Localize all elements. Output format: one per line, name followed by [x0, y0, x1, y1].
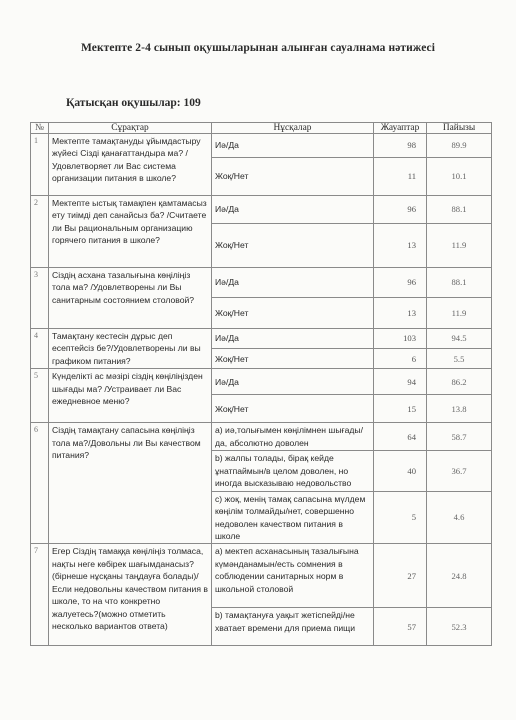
participants-count: Қатысқан оқушылар: 109	[66, 97, 201, 109]
answer-percent: 88.1	[427, 268, 492, 298]
answer-count: 64	[374, 423, 427, 451]
table-row	[31, 134, 492, 158]
question-number: 1	[31, 134, 49, 196]
question-number: 2	[31, 196, 49, 268]
answer-count: 98	[374, 134, 427, 158]
answer-count: 5	[374, 491, 427, 544]
answer-count: 94	[374, 369, 427, 395]
answer-count: 15	[374, 395, 427, 423]
option-label: Иә/Да	[212, 134, 374, 158]
option-label: Жоқ/Нет	[212, 224, 374, 268]
answer-percent: 11.9	[427, 224, 492, 268]
answer-percent: 88.1	[427, 196, 492, 224]
table-row	[31, 268, 492, 298]
table-row	[31, 329, 492, 349]
option-label: b) жалпы толады, бірақ кейде ұнатпаймын/в целом доволен, но иногда высказываю недовольство	[212, 451, 374, 491]
table-row	[31, 544, 492, 608]
table-row	[31, 369, 492, 395]
answer-percent: 58.7	[427, 423, 492, 451]
option-label: а) мектеп асханасының тазалығына күмәнданамын/есть сомнения в соблюдении санитарных норм в школьной столовой	[212, 544, 374, 608]
option-label: с) жоқ, менің тамақ сапасына мүлдем көңілім толмайды/нет, совершенно недоволен качеством питания в школе	[212, 491, 374, 544]
answer-percent: 11.9	[427, 298, 492, 329]
question-text: Егер Сіздің тамаққа көңіліңіз толмаса, нақты неге көбірек шағымданасыз?(бірнеше нұсқаны таңдауға болады)/Если недовольны качеством питания в школе, то на что конкретно жалуетесь?(можно отметить несколько вариантов ответа)	[49, 544, 212, 646]
answer-percent: 52.3	[427, 608, 492, 646]
option-label: Иә/Да	[212, 268, 374, 298]
option-label: а) иә,толығымен көңілімнен шығады/да, абсолютно доволен	[212, 423, 374, 451]
header-answers: Жауаптар	[374, 123, 427, 134]
answer-count: 40	[374, 451, 427, 491]
option-label: b) тамақтануға уақыт жетіспейді/не хватает времени для приема пищи	[212, 608, 374, 646]
answer-percent: 5.5	[427, 349, 492, 369]
answer-count: 57	[374, 608, 427, 646]
answer-percent: 4.6	[427, 491, 492, 544]
answer-percent: 24.8	[427, 544, 492, 608]
answer-percent: 86.2	[427, 369, 492, 395]
answer-count: 96	[374, 196, 427, 224]
answer-percent: 94.5	[427, 329, 492, 349]
answer-percent: 10.1	[427, 158, 492, 196]
option-label: Жоқ/Нет	[212, 298, 374, 329]
option-label: Жоқ/Нет	[212, 395, 374, 423]
option-label: Жоқ/Нет	[212, 158, 374, 196]
answer-count: 96	[374, 268, 427, 298]
document-title: Мектепте 2-4 сынып оқушыларынан алынған сауалнама нәтижесі	[80, 42, 436, 54]
question-number: 6	[31, 423, 49, 544]
question-number: 5	[31, 369, 49, 423]
answer-percent: 89.9	[427, 134, 492, 158]
question-text: Сіздің асхана тазалығына көңіліңіз тола ма? /Удовлетворены ли Вы санитарным состоянием столовой?	[49, 268, 212, 329]
question-number: 7	[31, 544, 49, 646]
header-question: Сұрақтар	[49, 123, 212, 134]
question-number: 4	[31, 329, 49, 369]
answer-percent: 36.7	[427, 451, 492, 491]
question-text: Мектепте ыстық тамақпен қамтамасыз ету тиімді деп санайсыз ба? /Считаете ли Вы рациональным организацию горячего питания в школе?	[49, 196, 212, 268]
table-row	[31, 196, 492, 224]
question-text: Тамақтану кестесін дұрыс деп есептейсіз бе?/Удовлетворены ли вы графиком питания?	[49, 329, 212, 369]
question-number: 3	[31, 268, 49, 329]
question-text: Мектепте тамақтануды ұйымдастыру жүйесі Сізді қанағаттандыра ма? /Удовлетворяет ли Вас система организации питания в школе?	[49, 134, 212, 196]
table-row	[31, 423, 492, 451]
answer-count: 11	[374, 158, 427, 196]
question-text: Күнделікті ас мәзірі сіздің көңіліңізден шығады ма? /Устраивает ли Вас ежедневное меню?	[49, 369, 212, 423]
header-percent: Пайызы	[427, 123, 492, 134]
answer-count: 13	[374, 224, 427, 268]
answer-count: 103	[374, 329, 427, 349]
question-text: Сіздің тамақтану сапасына көңіліңіз тола ма?/Довольны ли Вы качеством питания?	[49, 423, 212, 544]
option-label: Иә/Да	[212, 196, 374, 224]
survey-table	[30, 122, 492, 646]
answer-count: 6	[374, 349, 427, 369]
answer-percent: 13.8	[427, 395, 492, 423]
option-label: Жоқ/Нет	[212, 349, 374, 369]
option-label: Иә/Да	[212, 369, 374, 395]
table-header-row	[31, 123, 492, 134]
header-options: Нұсқалар	[212, 123, 374, 134]
option-label: Иә/Да	[212, 329, 374, 349]
answer-count: 13	[374, 298, 427, 329]
answer-count: 27	[374, 544, 427, 608]
header-number: №	[31, 123, 49, 134]
